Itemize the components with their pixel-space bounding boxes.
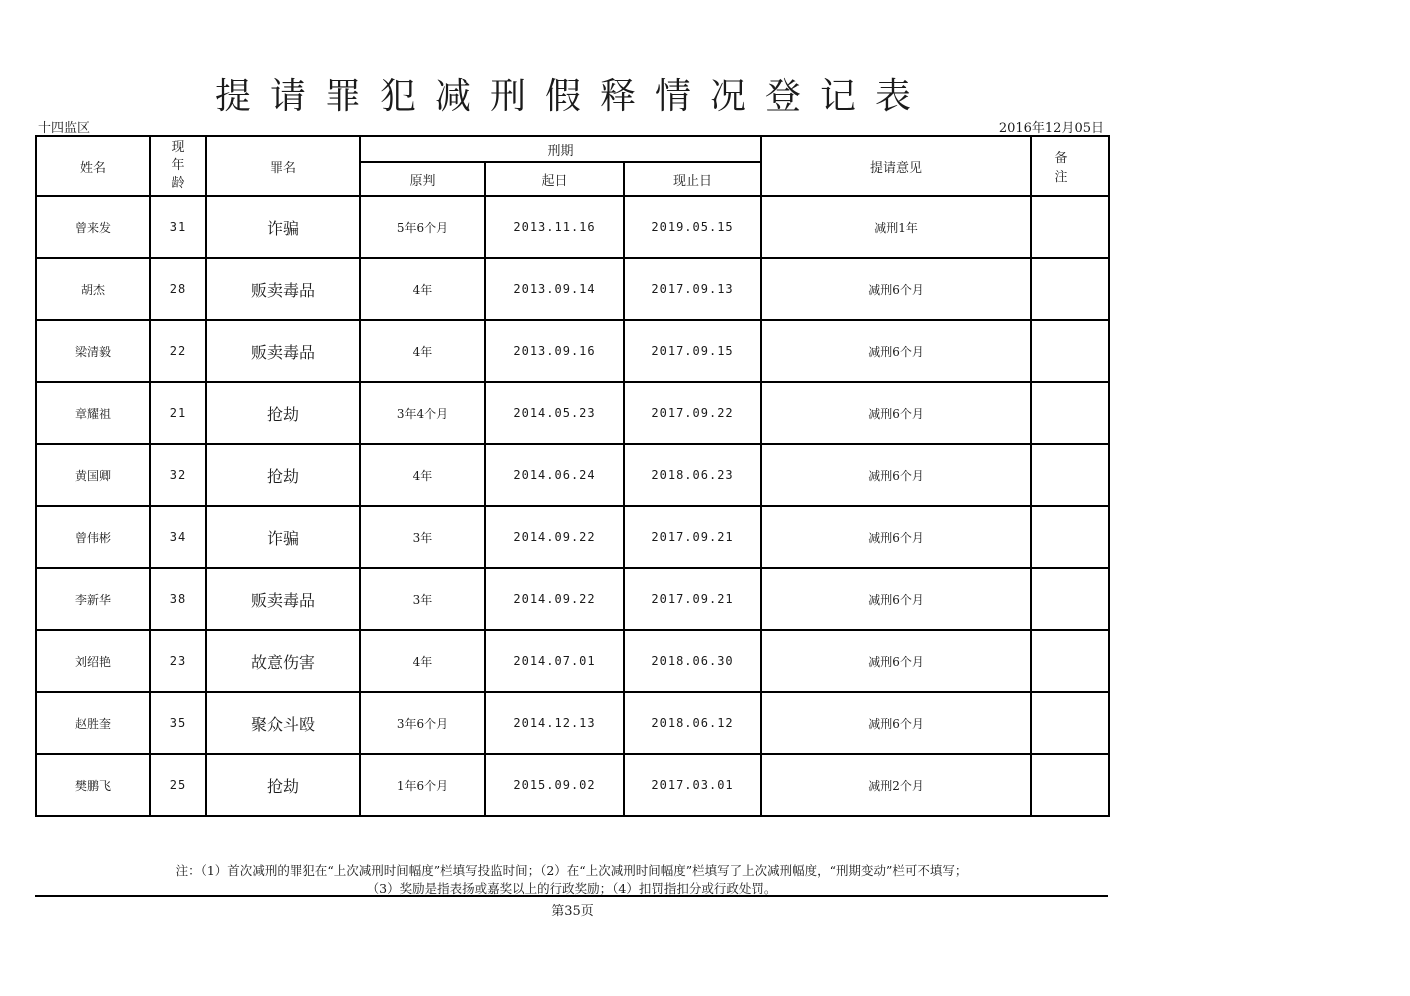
cell-opinion: 减刑6个月 xyxy=(761,568,1031,630)
document-title: 提请罪犯减刑假释情况登记表 xyxy=(214,76,930,117)
cell-crime: 抢劫 xyxy=(206,382,360,444)
header-start-date: 起日 xyxy=(485,162,624,196)
cell-name: 李新华 xyxy=(36,568,150,630)
cell-original-sentence: 1年6个月 xyxy=(360,754,485,816)
cell-remarks xyxy=(1031,382,1109,444)
cell-start-date: 2014.09.22 xyxy=(485,568,624,630)
cell-name: 章耀祖 xyxy=(36,382,150,444)
table-row xyxy=(36,258,1109,320)
cell-start-date: 2014.06.24 xyxy=(485,444,624,506)
header-name: 姓名 xyxy=(36,136,150,196)
cell-crime: 贩卖毒品 xyxy=(206,258,360,320)
cell-age: 31 xyxy=(150,196,206,258)
cell-crime: 抢劫 xyxy=(206,444,360,506)
cell-start-date: 2013.11.16 xyxy=(485,196,624,258)
cell-age: 32 xyxy=(150,444,206,506)
cell-start-date: 2014.05.23 xyxy=(485,382,624,444)
cell-age: 28 xyxy=(150,258,206,320)
cell-original-sentence: 3年 xyxy=(360,506,485,568)
cell-name: 曾伟彬 xyxy=(36,506,150,568)
header-opinion: 提请意见 xyxy=(761,136,1031,196)
header-sentence-group: 刑期 xyxy=(360,136,761,162)
header-crime: 罪名 xyxy=(206,136,360,196)
cell-name: 黄国卿 xyxy=(36,444,150,506)
cell-remarks xyxy=(1031,754,1109,816)
cell-name: 梁清毅 xyxy=(36,320,150,382)
header-age-char: 年 xyxy=(171,158,185,173)
bottom-rule xyxy=(35,895,1108,897)
cell-current-end-date: 2017.03.01 xyxy=(624,754,761,816)
table-row xyxy=(36,382,1109,444)
cell-name: 樊鹏飞 xyxy=(36,754,150,816)
cell-crime: 贩卖毒品 xyxy=(206,320,360,382)
cell-name: 赵胜奎 xyxy=(36,692,150,754)
cell-remarks xyxy=(1031,630,1109,692)
table-row xyxy=(36,444,1109,506)
header-remarks: 备 注 xyxy=(1031,136,1109,196)
register-table xyxy=(35,135,1110,817)
table-row xyxy=(36,196,1109,258)
cell-remarks xyxy=(1031,320,1109,382)
table-header xyxy=(36,136,1109,196)
cell-remarks xyxy=(1031,258,1109,320)
table-row xyxy=(36,630,1109,692)
cell-name: 曾来发 xyxy=(36,196,150,258)
cell-original-sentence: 3年 xyxy=(360,568,485,630)
cell-name: 刘绍艳 xyxy=(36,630,150,692)
cell-opinion: 减刑2个月 xyxy=(761,754,1031,816)
cell-opinion: 减刑6个月 xyxy=(761,692,1031,754)
cell-opinion: 减刑6个月 xyxy=(761,320,1031,382)
cell-age: 38 xyxy=(150,568,206,630)
cell-current-end-date: 2017.09.13 xyxy=(624,258,761,320)
table-row xyxy=(36,692,1109,754)
table-body xyxy=(36,196,1109,816)
cell-original-sentence: 4年 xyxy=(360,630,485,692)
cell-start-date: 2014.07.01 xyxy=(485,630,624,692)
cell-crime: 贩卖毒品 xyxy=(206,568,360,630)
cell-start-date: 2013.09.16 xyxy=(485,320,624,382)
cell-current-end-date: 2017.09.21 xyxy=(624,568,761,630)
cell-name: 胡杰 xyxy=(36,258,150,320)
document-date: 2016年12月05日 xyxy=(998,121,1104,136)
prison-unit: 十四监区 xyxy=(38,121,91,136)
cell-opinion: 减刑6个月 xyxy=(761,382,1031,444)
cell-remarks xyxy=(1031,444,1109,506)
cell-start-date: 2014.12.13 xyxy=(485,692,624,754)
cell-current-end-date: 2018.06.12 xyxy=(624,692,761,754)
cell-original-sentence: 4年 xyxy=(360,320,485,382)
cell-crime: 诈骗 xyxy=(206,196,360,258)
cell-remarks xyxy=(1031,692,1109,754)
cell-opinion: 减刑6个月 xyxy=(761,506,1031,568)
cell-original-sentence: 3年4个月 xyxy=(360,382,485,444)
cell-opinion: 减刑1年 xyxy=(761,196,1031,258)
cell-crime: 故意伤害 xyxy=(206,630,360,692)
cell-remarks xyxy=(1031,506,1109,568)
header-age-char: 龄 xyxy=(171,176,185,191)
header-age xyxy=(150,136,206,196)
cell-current-end-date: 2017.09.15 xyxy=(624,320,761,382)
cell-crime: 抢劫 xyxy=(206,754,360,816)
cell-opinion: 减刑6个月 xyxy=(761,444,1031,506)
table-row xyxy=(36,320,1109,382)
header-age-char: 现 xyxy=(171,140,185,155)
cell-age: 21 xyxy=(150,382,206,444)
cell-current-end-date: 2018.06.30 xyxy=(624,630,761,692)
cell-original-sentence: 4年 xyxy=(360,444,485,506)
cell-start-date: 2015.09.02 xyxy=(485,754,624,816)
cell-current-end-date: 2018.06.23 xyxy=(624,444,761,506)
table-row xyxy=(36,754,1109,816)
cell-age: 23 xyxy=(150,630,206,692)
footnote-line-2: （3）奖励是指表扬或嘉奖以上的行政奖励；（4）扣罚指扣分或行政处罚。 xyxy=(366,881,777,896)
table-row xyxy=(36,568,1109,630)
cell-opinion: 减刑6个月 xyxy=(761,258,1031,320)
footnote xyxy=(35,862,1108,898)
cell-opinion: 减刑6个月 xyxy=(761,630,1031,692)
cell-crime: 诈骗 xyxy=(206,506,360,568)
header-original-sentence: 原判 xyxy=(360,162,485,196)
cell-original-sentence: 5年6个月 xyxy=(360,196,485,258)
cell-crime: 聚众斗殴 xyxy=(206,692,360,754)
cell-start-date: 2014.09.22 xyxy=(485,506,624,568)
cell-current-end-date: 2017.09.21 xyxy=(624,506,761,568)
cell-current-end-date: 2019.05.15 xyxy=(624,196,761,258)
cell-age: 25 xyxy=(150,754,206,816)
cell-age: 34 xyxy=(150,506,206,568)
cell-original-sentence: 3年6个月 xyxy=(360,692,485,754)
cell-remarks xyxy=(1031,568,1109,630)
page-number: 第35页 xyxy=(551,904,594,919)
cell-original-sentence: 4年 xyxy=(360,258,485,320)
cell-current-end-date: 2017.09.22 xyxy=(624,382,761,444)
cell-start-date: 2013.09.14 xyxy=(485,258,624,320)
cell-remarks xyxy=(1031,196,1109,258)
header-current-end-date: 现止日 xyxy=(624,162,761,196)
cell-age: 35 xyxy=(150,692,206,754)
table-row xyxy=(36,506,1109,568)
footnote-line-1: 注：（1）首次减刑的罪犯在“上次减刑时间幅度”栏填写投监时间；（2）在“上次减刑时间幅度”栏填写了上次减刑幅度，“刑期变动”栏可不填写； xyxy=(175,863,968,878)
cell-age: 22 xyxy=(150,320,206,382)
